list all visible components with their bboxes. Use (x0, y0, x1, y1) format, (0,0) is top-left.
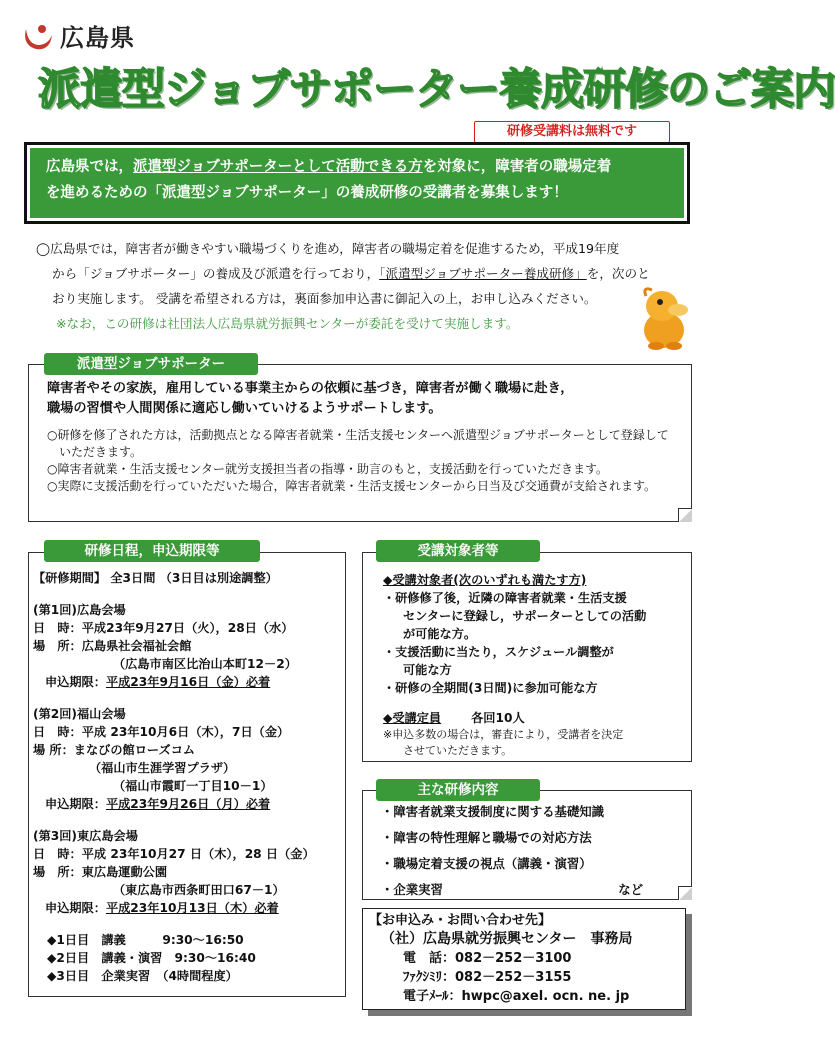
deadline-value: 平成23年9月26日（月）必着 (105, 797, 271, 811)
desc-line-2 (36, 261, 696, 286)
session1-title: (第1回)広島会場 (33, 603, 126, 617)
role-item: ○障害者就業・生活支援センター就労支援担当者の指導・助言のもと，支援活動を行っていただきます。 (47, 462, 609, 476)
desc-line-2c: を，次のと (586, 266, 650, 281)
day2-time: ◆2日目 講義・演習 9:30～16:40 (47, 951, 256, 965)
target-heading: ◆受講対象者(次のいずれも満たす方) (383, 573, 587, 587)
target-tab: 受講対象者等 (376, 540, 540, 562)
page-title: 派遣型ジョブサポーター養成研修のご案内 (38, 65, 835, 115)
capacity-row (383, 709, 683, 727)
session2-date: 日 時：平成 23年10月6日（木），7日（金） (33, 725, 290, 739)
role-summary-1: 障害者やその家族，雇用している事業主からの依頼に基づき，障害者が働く職場に赴き， (47, 381, 574, 396)
session1-place: 場 所：広島県社会福祉会館 (33, 639, 192, 653)
contact-title: 【お申込み・お問い合わせ先】 (369, 913, 552, 928)
session3-deadline (33, 899, 337, 917)
contact-box (362, 908, 686, 1010)
target-section (362, 552, 692, 762)
deadline-label: 申込期限： (45, 901, 106, 915)
capacity-note-2: させていただきます。 (403, 744, 513, 757)
target-item: 可能な方 (403, 663, 452, 677)
deadline-value: 平成23年10月13日（木）必着 (105, 901, 279, 915)
page-fold-icon (678, 886, 692, 900)
contents-section (362, 790, 692, 900)
contact-email[interactable]: 電子ﾒｰﾙ：hwpc@axel. ocn. ne. jp (403, 989, 630, 1004)
content-item: ・障害の特性理解と職場での対応方法 (381, 830, 592, 845)
session3-address: （東広島市西条町田口67－1） (113, 883, 285, 897)
desc-line-2b: 「派遣型ジョブサポーター養成研修」 (379, 266, 587, 281)
content-item-last (381, 877, 683, 903)
session2-place: 場 所：まなびの館ローズコム (33, 743, 196, 757)
target-item: ・研修の全期間(3日間)に参加可能な方 (383, 681, 598, 695)
session1-address: （広島市南区比治山本町12－2） (113, 657, 297, 671)
day3-time: ◆3日目 企業実習 （4時間程度） (47, 969, 238, 983)
schedule-tab: 研修日程，申込期限等 (44, 540, 260, 562)
role-list (47, 427, 677, 495)
capacity-value: 各回10人 (471, 711, 525, 725)
intro-line-2: を進めるための「派遣型ジョブサポーター」の養成研修の受講者を募集します！ (46, 185, 568, 201)
intro-part-3: を対象に，障害者の職場定着 (422, 159, 612, 175)
intro-banner (24, 142, 690, 224)
schedule-period: 【研修期間】 全3日間 （3日目は別途調整） (33, 571, 278, 585)
role-section (28, 364, 692, 522)
session3-place: 場 所：東広島運動公園 (33, 865, 168, 879)
role-summary-2: 職場の習慣や人間関係に適応し働いていけるようサポートします。 (47, 401, 442, 416)
role-item: ○研修を修了された方は，活動拠点となる障害者就業・生活支援センターへ派遣型ジョブサポーターとして登録していただきます。 (47, 428, 669, 459)
desc-line-3: おり実施します。 受講を希望される方は，裏面参加申込書に御記入の上，お申し込みください。 (52, 291, 597, 306)
session1-date: 日 時：平成23年9月27日（火），28日（水） (33, 621, 294, 635)
role-item: ○実際に支援活動を行っていただいた場合，障害者就業・生活支援センターから日当及び交通費が支給されます。 (47, 479, 657, 493)
role-tab: 派遣型ジョブサポーター (44, 353, 258, 375)
target-item: が可能な方。 (403, 627, 477, 641)
deadline-label: 申込期限： (45, 797, 106, 811)
schedule-section (28, 552, 346, 997)
contact-tel: 電 話：082－252－3100 (403, 951, 572, 966)
desc-line-2a: から「ジョブサポーター」の養成及び派遣を行っており， (52, 266, 380, 281)
intro-part-1: 広島県では， (46, 159, 133, 175)
free-badge: 研修受講料は無料です (474, 121, 670, 143)
session2-address: （福山市霞町一丁目10－1） (113, 779, 273, 793)
day1-time: ◆1日目 講義 9:30～16:50 (47, 933, 244, 947)
target-item: センターに登録し，サポーターとしての活動 (403, 609, 647, 623)
session1-deadline (33, 673, 337, 691)
deadline-label: 申込期限： (45, 675, 106, 689)
page-fold-icon (678, 508, 692, 522)
capacity-label: ◆受講定員 (383, 711, 442, 725)
content-etc: など (618, 882, 643, 897)
intro-line-1 (46, 154, 668, 180)
session2-sub: （福山市生涯学習プラザ） (89, 761, 236, 775)
session3-date: 日 時：平成 23年10月27 日（木），28 日（金） (33, 847, 315, 861)
contact-fax: ﾌｧｸｼﾐﾘ：082－252－3155 (403, 970, 572, 985)
capacity-note-1: ※申込多数の場合は，審査により，受講者を決定 (383, 728, 624, 741)
intro-part-2: 派遣型ジョブサポーターとして活動できる方 (133, 159, 423, 175)
prefecture-logo (20, 18, 135, 53)
content-item: ・企業実習 (381, 882, 443, 897)
target-item: ・支援活動に当たり，スケジュール調整が (383, 645, 614, 659)
description (36, 236, 696, 336)
desc-line-1: ◯広島県では，障害者が働きやすい職場づくりを進め，障害者の職場定着を促進するため，平成19年度 (36, 241, 620, 256)
content-item: ・障害者就業支援制度に関する基礎知識 (381, 804, 605, 819)
session3-title: (第3回)東広島会場 (33, 829, 138, 843)
intro-text (30, 148, 684, 218)
desc-note: ※なお，この研修は社団法人広島県就労振興センターが委託を受けて実施します。 (56, 316, 519, 331)
session2-deadline (33, 795, 337, 813)
target-item: ・研修修了後，近隣の障害者就業・生活支援 (383, 591, 627, 605)
content-item: ・職場定着支援の視点（講義・演習） (381, 856, 592, 871)
contact-org: （社）広島県就労振興センター 事務局 (381, 931, 633, 947)
deadline-value: 平成23年9月16日（金）必着 (105, 675, 271, 689)
mascot-icon (632, 282, 696, 352)
contact-section (362, 908, 690, 1014)
prefecture-name: 広島県 (60, 24, 135, 52)
contents-tab: 主な研修内容 (376, 779, 540, 801)
prefecture-mark-icon (20, 19, 54, 53)
session2-title: (第2回)福山会場 (33, 707, 126, 721)
